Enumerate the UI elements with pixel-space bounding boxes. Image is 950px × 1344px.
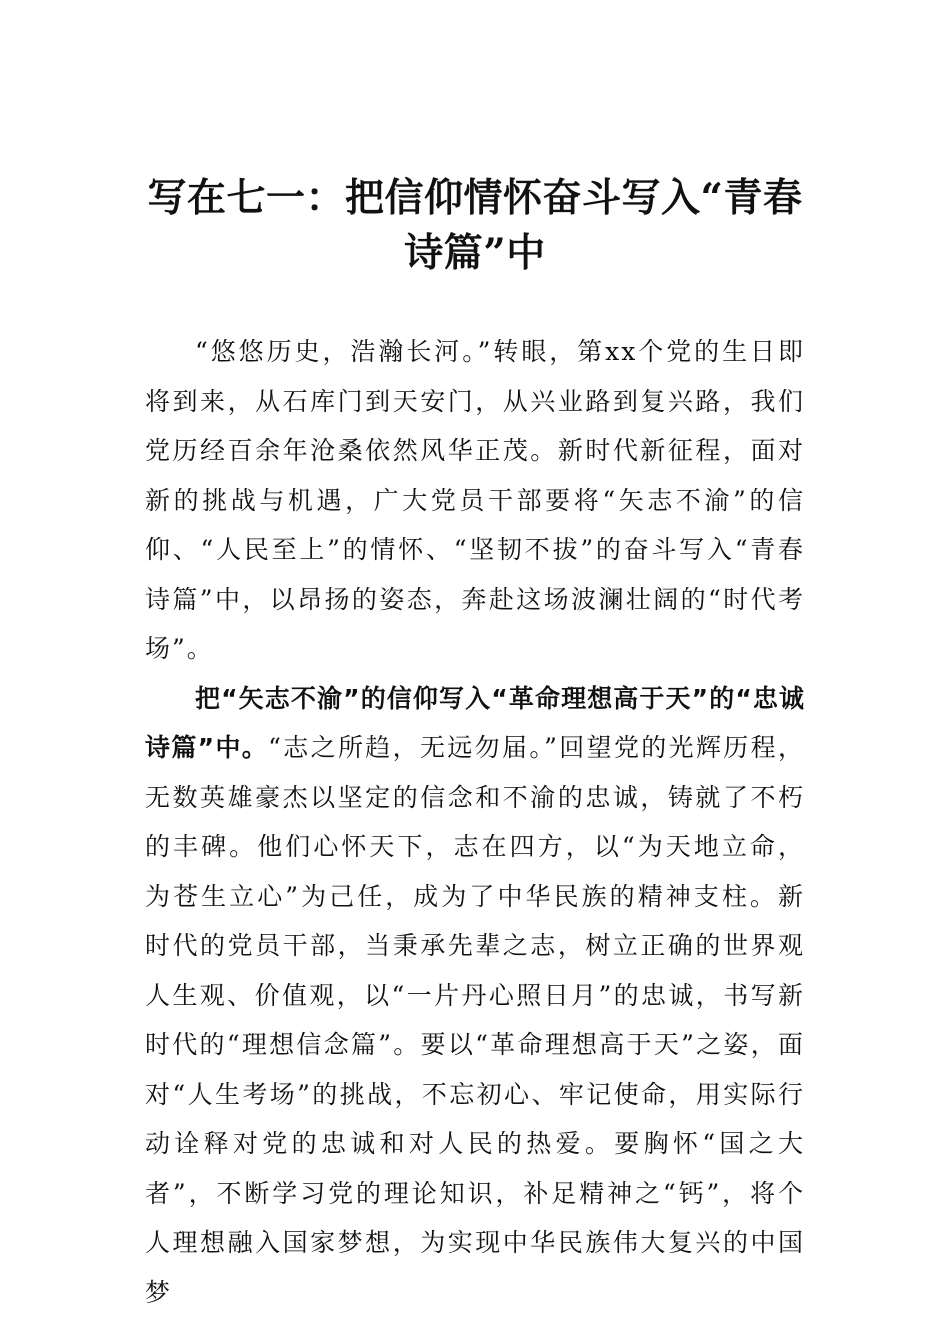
paragraph-lead-heading: 把“矢志不渝”的信仰写入“革命理想高于天”的“忠诚诗篇”中。 bbox=[145, 683, 805, 762]
page-title: 写在七一：把信仰情怀奋斗写入“青春诗篇”中 bbox=[147, 175, 803, 276]
paragraph-text: “志之所趋，无远勿届。”回望党的光辉历程，无数英雄豪杰以坚定的信念和不渝的忠诚，铸就了不朽的丰碑。他们心怀天下，志在四方，以“为天地立命，为苍生立心”为己任，成为了中华民族的精神支柱。新时代的党员干部，当秉承先辈之志，树立正确的世界观人生观、价值观，以“一片丹心照日月”的忠诚，书写新时代的“理想信念篇”。要以“革命理想高于天”之姿，面对“人生考场”的挑战，不忘初心、牢记使命，用实际行动诠释对党的忠诚和对人民的热爱。要胸怀“国之大者”，不断学习党的理论知识，补足精神之“钙”，将个人理想融入国家梦想，为实现中华民族伟大复兴的中国梦 bbox=[145, 733, 805, 1307]
paragraph-faith bbox=[145, 674, 805, 1318]
paragraph-text: “悠悠历史，浩瀚长河。”转眼，第xx个党的生日即将到来，从石库门到天安门，从兴业路到复兴路，我们党历经百余年沧桑依然风华正茂。新时代新征程，面对新的挑战与机遇，广大党员干部要将“矢志不渝”的信仰、“人民至上”的情怀、“坚韧不拔”的奋斗写入“青春诗篇”中，以昂扬的姿态，奔赴这场波澜壮阔的“时代考场”。 bbox=[145, 337, 805, 663]
paragraph-intro bbox=[145, 327, 805, 674]
article-body bbox=[145, 327, 805, 1317]
